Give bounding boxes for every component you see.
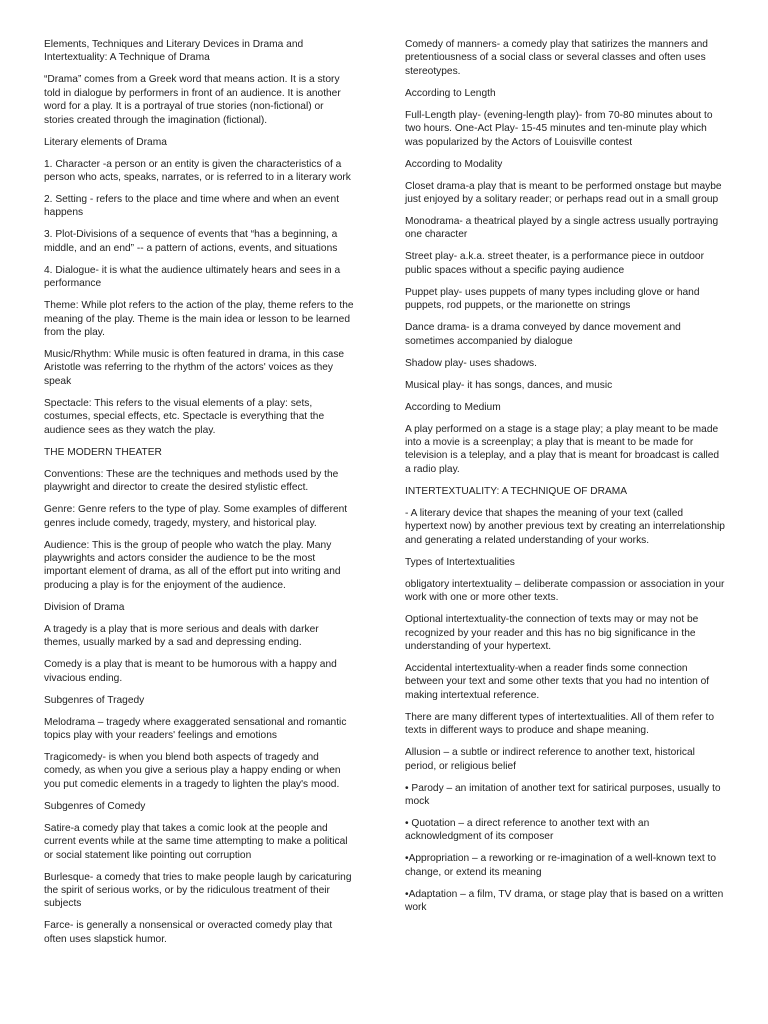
paragraph-musical-play: Musical play- it has songs, dances, and music <box>405 379 613 391</box>
list-item-parody: • Parody – an imitation of another text for satirical purposes, usually to mock <box>405 782 721 807</box>
paragraph-conventions: Conventions: These are the techniques and methods used by the playwright and director to create the desired stylistic effect. <box>44 468 339 494</box>
paragraph-character: 1. Character -a person or an entity is given the characteristics of a person who acts, speaks, narrates, or is referred to in a literary work <box>44 158 351 184</box>
heading-subgenres-comedy: Subgenres of Comedy <box>44 800 146 812</box>
left-column <box>44 38 354 955</box>
paragraph-stage-play: A play performed on a stage is a stage play; a play meant to be made into a movie is a screenplay; a play that is meant to be made for television is a teleplay, and a play that is meant for broadcast is called a radio play. <box>405 423 720 475</box>
paragraph-melodrama: Melodrama – tragedy where exaggerated sensational and romantic topics play with your readers' feelings and emotions <box>44 716 347 741</box>
paragraph-tragedy: A tragedy is a play that is more serious and deals with darker themes, usually marked by a sad and depressing ending. <box>44 623 319 649</box>
heading-subgenres-tragedy: Subgenres of Tragedy <box>44 694 145 706</box>
heading-intertextuality: INTERTEXTUALITY: A TECHNIQUE OF DRAMA <box>405 485 628 497</box>
paragraph-drama-definition: “Drama” comes from a Greek word that means action. It is a story told in dialogue by performers in front of an audience. It is another word for a play. It is a portrayal of true stories (non-fictional) or stories created through the imagination (fictional). <box>44 74 341 126</box>
paragraph-many-types: There are many different types of intertextualities. All of them refer to texts in different ways to produce and shape meaning. <box>405 711 714 737</box>
paragraph-plot: 3. Plot-Divisions of a sequence of events that “has a beginning, a middle, and an end” -- a pattern of actions, events, and situations <box>44 229 338 254</box>
doc-title: Elements, Techniques and Literary Devices in Drama and Intertextuality: A Technique of Drama <box>44 39 304 64</box>
heading-according-to-length: According to Length <box>405 87 496 99</box>
heading-division-of-drama: Division of Drama <box>44 601 125 613</box>
list-item-quotation: • Quotation – a direct reference to another text with an acknowledgment of its composer <box>405 817 650 843</box>
paragraph-genre: Genre: Genre refers to the type of play. Some examples of different genres include comedy, tragedy, mystery, and historical play. <box>44 504 348 529</box>
paragraph-comedy: Comedy is a play that is meant to be humorous with a happy and vivacious ending. <box>44 659 337 684</box>
paragraph-dance-drama: Dance drama- is a drama conveyed by dance movement and sometimes accompanied by dialogue <box>405 322 681 347</box>
paragraph-comedy-of-manners: Comedy of manners- a comedy play that satirizes the manners and pretentiousness of a social class or several classes and often uses stereotypes. <box>405 39 708 77</box>
paragraph-setting: 2. Setting - refers to the place and time where and when an event happens <box>44 194 340 219</box>
paragraph-optional: Optional intertextuality-the connection of texts may or may not be recognized by your reader and this has no big significance in the understanding of your hypertext. <box>405 614 699 652</box>
heading-types-of-intertextualities: Types of Intertextualities <box>405 556 515 568</box>
right-column <box>405 38 725 923</box>
paragraph-accidental: Accidental intertextuality-when a reader finds some connection between your text and some other texts that you had no intention of making intertextual reference. <box>405 662 710 701</box>
paragraph-audience: Audience: This is the group of people who watch the play. Many playwrights and actors consider the audience to be the most important element of drama, as all of the effort put into writing and producing a play is for the enjoyment of the audience. <box>44 539 341 591</box>
heading-modern-theater: THE MODERN THEATER <box>44 446 162 458</box>
paragraph-tragicomedy: Tragicomedy- is when you blend both aspects of tragedy and comedy, as when you give a serious play a happy ending or when you put comedic elements in a tragedy to lighten the play's mood. <box>44 751 341 790</box>
paragraph-theme: Theme: While plot refers to the action of the play, theme refers to the meaning of the play. Theme is the main idea or lesson to be learned from the play. <box>44 300 354 339</box>
paragraph-burlesque: Burlesque- a comedy that tries to make people laugh by caricaturing the spirit of serious works, or by the ridiculous treatment of their subjects <box>44 871 352 910</box>
heading-literary-elements: Literary elements of Drama <box>44 136 167 148</box>
paragraph-monodrama: Monodrama- a theatrical played by a single actress usually portraying one character <box>405 216 719 241</box>
paragraph-obligatory: obligatory intertextuality – deliberate compassion or association in your work with one or more other texts. <box>405 578 725 604</box>
paragraph-farce: Farce- is generally a nonsensical or overacted comedy play that often uses slapstick humor. <box>44 920 333 945</box>
paragraph-dialogue: 4. Dialogue- it is what the audience ultimately hears and sees in a performance <box>44 264 341 290</box>
paragraph-satire: Satire-a comedy play that takes a comic look at the people and current events while at the same time attempting to make a political or social statement like pointing out corruption <box>44 822 348 861</box>
heading-according-to-medium: According to Medium <box>405 401 501 413</box>
paragraph-shadow-play: Shadow play- uses shadows. <box>405 357 537 369</box>
paragraph-spectacle: Spectacle: This refers to the visual elements of a play: sets, costumes, special effects, etc. Spectacle is everything that the audience sees as they watch the play. <box>44 397 325 436</box>
paragraph-street-play: Street play- a.k.a. street theater, is a performance piece in outdoor public spaces without a specific paying audience <box>405 251 704 276</box>
heading-according-to-modality: According to Modality <box>405 158 503 170</box>
paragraph-music-rhythm: Music/Rhythm: While music is often featured in drama, in this case Aristotle was referring to the rhythm of the actors' voices as they speak <box>44 349 345 387</box>
paragraph-full-length-play: Full-Length play- (evening-length play)- from 70-80 minutes about to two hours. One-Act Play- 15-45 minutes and ten-minute play which was popularized by the Actors of Louisville contest <box>405 109 713 148</box>
paragraph-allusion: Allusion – a subtle or indirect reference to another text, historical period, or religious belief <box>405 747 695 772</box>
paragraph-closet-drama: Closet drama-a play that is meant to be performed onstage but maybe just enjoyed by a solitary reader; or perhaps read out in a small group <box>405 180 722 206</box>
paragraph-puppet-play: Puppet play- uses puppets of many types including glove or hand puppets, rod puppets, or the marionette on strings <box>405 286 700 312</box>
list-item-adaptation: •Adaptation – a film, TV drama, or stage play that is based on a written work <box>405 888 724 914</box>
list-item-appropriation: •Appropriation – a reworking or re-imagination of a well-known text to change, or extend its meaning <box>405 853 717 878</box>
paragraph-intertextuality-definition: - A literary device that shapes the meaning of your text (called hypertext now) by another previous text by creating an interrelationship and generating a related understanding of your works. <box>405 507 725 546</box>
